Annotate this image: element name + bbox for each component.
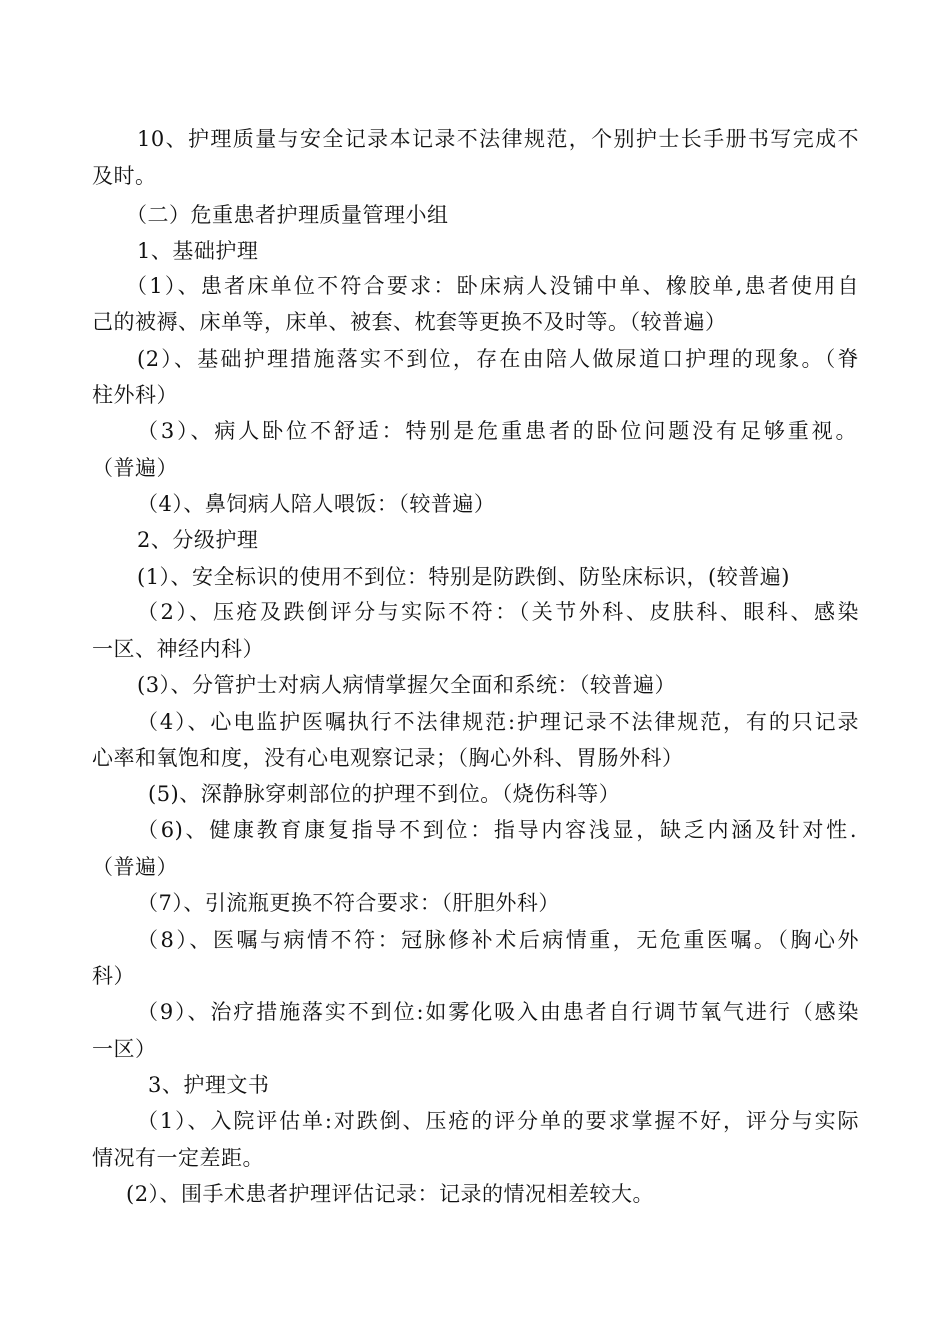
paragraph-line: （4）、心电监护医嘱执行不法律规范:护理记录不法律规范，有的只记录 <box>137 710 859 734</box>
paragraph-line: 一区、神经内科） <box>92 637 264 661</box>
paragraph-line: （9）、治疗措施落实不到位:如雾化吸入由患者自行调节氧气进行（感染 <box>137 1000 859 1024</box>
paragraph-line: （1）、入院评估单:对跌倒、压疮的评分单的要求掌握不好，评分与实际 <box>137 1109 859 1133</box>
paragraph-line: 己的被褥、床单等，床单、被套、枕套等更换不及时等。（较普遍） <box>92 310 727 334</box>
paragraph-line: (2）、围手术患者护理评估记录：记录的情况相差较大。 <box>126 1182 655 1206</box>
paragraph-line: (1）、安全标识的使用不到位：特别是防跌倒、防坠床标识，(较普遍) <box>137 565 790 589</box>
paragraph-line: (3）、分管护士对病人病情掌握欠全面和系统：（较普遍） <box>137 673 677 697</box>
paragraph-line: （7）、引流瓶更换不符合要求：（肝胆外科） <box>137 891 560 915</box>
subsection-heading: 2、分级护理 <box>137 528 259 552</box>
paragraph-line: 一区） <box>92 1037 157 1061</box>
subsection-heading: 3、护理文书 <box>148 1073 270 1097</box>
subsection-heading: 1、基础护理 <box>137 239 259 263</box>
paragraph-line: 柱外科） <box>92 383 178 407</box>
paragraph-line: 心率和氧饱和度，没有心电观察记录；（胸心外科、胃肠外科） <box>92 746 684 770</box>
section-heading: （二）危重患者护理质量管理小组 <box>126 203 449 227</box>
paragraph-line: （2）、压疮及跌倒评分与实际不符：（关节外科、皮肤科、眼科、感染 <box>137 600 859 624</box>
paragraph-line: （8）、医嘱与病情不符：冠脉修补术后病情重，无危重医嘱。（胸心外 <box>137 928 859 952</box>
paragraph-line: （6)、健康教育康复指导不到位：指导内容浅显，缺乏内涵及针对性. <box>137 818 857 842</box>
paragraph-line: 科） <box>92 964 135 988</box>
paragraph-line: （普遍） <box>92 456 178 480</box>
paragraph-line: 情况有一定差距。 <box>92 1146 264 1170</box>
paragraph-line: (2）、基础护理措施落实不到位，存在由陪人做尿道口护理的现象。（脊 <box>137 347 859 371</box>
paragraph-line: (5)、深静脉穿刺部位的护理不到位。（烧伤科等） <box>148 782 621 806</box>
paragraph-line: 10、护理质量与安全记录本记录不法律规范，个别护士长手册书写完成不 <box>137 127 859 151</box>
paragraph-line: 及时。 <box>92 164 157 188</box>
paragraph-line: （1）、患者床单位不符合要求：卧床病人没铺中单、橡胶单,患者使用自 <box>126 274 859 298</box>
paragraph-line: （3）、病人卧位不舒适：特别是危重患者的卧位问题没有足够重视。 <box>137 419 857 443</box>
paragraph-line: （4）、鼻饲病人陪人喂饭：（较普遍） <box>137 492 496 516</box>
paragraph-line: （普遍） <box>92 855 178 879</box>
